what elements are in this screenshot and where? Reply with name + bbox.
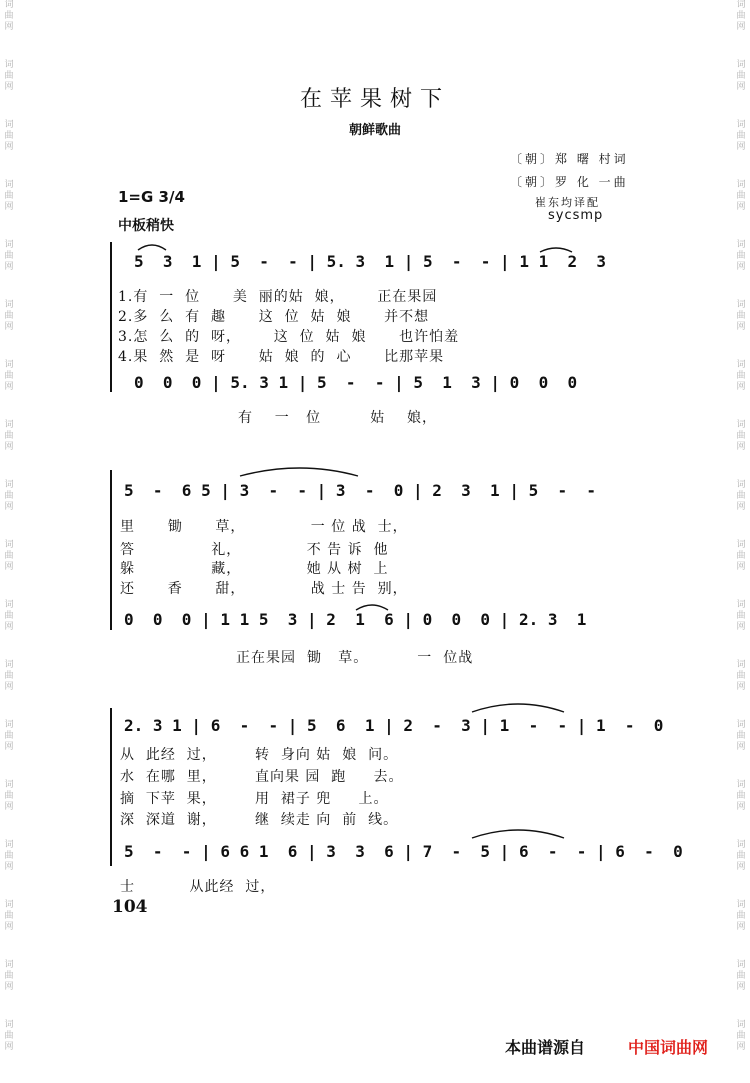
watermark-glyph: 词 (4, 360, 14, 370)
watermark-glyph: 曲 (4, 1031, 14, 1041)
watermark-glyph: 曲 (4, 731, 14, 741)
page-number: 104 (112, 897, 148, 917)
watermark-glyph: 曲 (736, 71, 746, 81)
watermark-glyph: 网 (736, 682, 746, 692)
tie-arc (356, 605, 388, 610)
watermark-glyph: 网 (736, 82, 746, 92)
tie-arc (472, 704, 564, 712)
system-3-verse-3: 摘 下苹 果， 用 裙子 兜 上。 (120, 791, 389, 807)
watermark-glyph: 网 (4, 322, 14, 332)
watermark-glyph: 曲 (4, 431, 14, 441)
footer-site-link[interactable]: 中国词曲网 (628, 1038, 709, 1057)
watermark-glyph: 词 (4, 840, 14, 850)
watermark-glyph: 词 (736, 0, 746, 10)
watermark-glyph: 曲 (4, 191, 14, 201)
translator-credit: 崔东均译配 (535, 196, 600, 209)
song-subtitle: 朝鲜歌曲 (348, 123, 401, 138)
watermark-glyph: 曲 (4, 791, 14, 801)
watermark-glyph: 曲 (736, 851, 746, 861)
system-2-verse-4: 还 香 甜， 战 士 告 别， (120, 581, 408, 597)
system-2-melody: 5 - 6 5 | 3 - - | 3 - 0 | 2 3 1 | 5 - - (124, 481, 597, 500)
watermark-glyph: 网 (736, 982, 746, 992)
watermark-glyph: 曲 (736, 551, 746, 561)
watermark-glyph: 曲 (4, 971, 14, 981)
system-2-harmony-lyric: 正在果园 锄 草。 一 位战 (236, 650, 474, 666)
watermark-glyph: 词 (4, 60, 14, 70)
watermark-glyph: 曲 (736, 371, 746, 381)
watermark-glyph: 词 (736, 600, 746, 610)
system-1-verse-2: 2.多 么 有 趣 这 位 姑 娘 并不想 (118, 309, 430, 325)
watermark-glyph: 网 (736, 442, 746, 452)
watermark-glyph: 网 (736, 862, 746, 872)
watermark-glyph: 曲 (736, 11, 746, 21)
watermark-glyph: 词 (4, 540, 14, 550)
watermark-glyph: 曲 (736, 731, 746, 741)
watermark-glyph: 网 (736, 802, 746, 812)
watermark-glyph: 曲 (4, 551, 14, 561)
watermark-glyph: 词 (736, 480, 746, 490)
watermark-glyph: 词 (4, 0, 14, 10)
watermark-glyph: 曲 (4, 131, 14, 141)
watermark-glyph: 词 (4, 1020, 14, 1030)
watermark-glyph: 曲 (736, 311, 746, 321)
watermark-glyph: 词 (4, 180, 14, 190)
watermark-glyph: 词 (4, 240, 14, 250)
system-1-melody: 5 3 1 | 5 - - | 5. 3 1 | 5 - - | 1 1 2 3 (134, 252, 607, 271)
lyricist-credit: 〔朝〕郑 曙 村词 (510, 152, 629, 166)
system-1-verse-1: 1.有 一 位 美 丽的姑 娘， 正在果园 (118, 289, 438, 305)
watermark-glyph: 网 (736, 922, 746, 932)
watermark-glyph: 词 (736, 900, 746, 910)
watermark-glyph: 网 (736, 22, 746, 32)
watermark-glyph: 词 (736, 1020, 746, 1030)
watermark-glyph: 曲 (736, 131, 746, 141)
watermark-glyph: 网 (4, 622, 14, 632)
key-signature: 1=G 3/4 (118, 188, 185, 206)
watermark-glyph: 词 (736, 360, 746, 370)
watermark-glyph: 曲 (736, 911, 746, 921)
watermark-glyph: 曲 (4, 371, 14, 381)
watermark-glyph: 曲 (4, 71, 14, 81)
watermark-glyph: 网 (736, 502, 746, 512)
watermark-glyph: 网 (4, 982, 14, 992)
watermark-glyph: 网 (4, 562, 14, 572)
system-2-verse-3: 躲 藏， 她 从 树 上 (120, 561, 389, 577)
watermark-glyph: 曲 (4, 671, 14, 681)
uploader-tag: sycsmp (548, 208, 604, 223)
watermark-glyph: 曲 (736, 491, 746, 501)
system-2-verse-1: 里 锄 草， 一 位 战 士， (120, 519, 408, 535)
watermark-glyph: 词 (736, 420, 746, 430)
watermark-glyph: 网 (4, 142, 14, 152)
song-title: 在苹果树下 (299, 87, 450, 112)
watermark-glyph: 网 (736, 742, 746, 752)
watermark-glyph: 网 (4, 682, 14, 692)
watermark-glyph: 网 (736, 142, 746, 152)
watermark-glyph: 网 (4, 742, 14, 752)
watermark-glyph: 网 (4, 1042, 14, 1052)
watermark-glyph: 词 (736, 660, 746, 670)
watermark-glyph: 曲 (4, 611, 14, 621)
watermark-glyph: 词 (4, 720, 14, 730)
watermark-glyph: 曲 (4, 911, 14, 921)
watermark-glyph: 曲 (736, 971, 746, 981)
watermark-glyph: 网 (4, 922, 14, 932)
system-3-harmony-lyric: 士 从此经 过， (120, 879, 276, 895)
watermark-glyph: 词 (736, 960, 746, 970)
watermark-glyph: 词 (4, 900, 14, 910)
system-3-verse-1: 从 此经 过， 转 身向 姑 娘 问。 (120, 747, 399, 763)
watermark-glyph: 曲 (736, 611, 746, 621)
watermark-glyph: 词 (4, 480, 14, 490)
watermark-glyph: 网 (736, 1042, 746, 1052)
watermark-glyph: 网 (4, 862, 14, 872)
watermark-glyph: 词 (736, 840, 746, 850)
watermark-glyph: 曲 (736, 1031, 746, 1041)
watermark-glyph: 词 (4, 600, 14, 610)
watermark-glyph: 曲 (736, 191, 746, 201)
watermark-glyph: 网 (736, 382, 746, 392)
watermark-glyph: 网 (4, 262, 14, 272)
watermark-glyph: 词 (736, 540, 746, 550)
watermark-glyph: 词 (4, 660, 14, 670)
tie-arc (240, 468, 358, 476)
watermark-glyph: 曲 (4, 851, 14, 861)
watermark-glyph: 曲 (736, 671, 746, 681)
watermark-glyph: 词 (4, 420, 14, 430)
watermark-glyph: 词 (4, 960, 14, 970)
watermark-glyph: 词 (736, 120, 746, 130)
system-2-verse-2: 答 礼， 不 告 诉 他 (120, 542, 389, 558)
watermark-glyph: 网 (736, 622, 746, 632)
watermark-glyph: 曲 (4, 491, 14, 501)
watermark-glyph: 曲 (4, 11, 14, 21)
watermark-glyph: 网 (4, 382, 14, 392)
system-3-melody: 2. 3 1 | 6 - - | 5 6 1 | 2 - 3 | 1 - - | 1 - 0 (124, 716, 664, 735)
system-1-harmony-lyric: 有 一 位 姑 娘， (238, 410, 438, 426)
footer-source-label: 本曲谱源自 (505, 1038, 586, 1057)
watermark-glyph: 曲 (736, 431, 746, 441)
system-1-verse-4: 4.果 然 是 呀 姑 娘 的 心 比那苹果 (118, 349, 445, 365)
watermark-glyph: 网 (736, 322, 746, 332)
watermark-glyph: 网 (736, 202, 746, 212)
tie-arc (472, 830, 564, 838)
watermark-glyph: 网 (736, 562, 746, 572)
watermark-glyph: 曲 (736, 251, 746, 261)
system-3-harmony: 5 - - | 6 6 1 6 | 3 3 6 | 7 - 5 | 6 - - | 6 - 0 (124, 842, 683, 861)
tie-arc (138, 245, 166, 250)
watermark-glyph: 曲 (4, 251, 14, 261)
watermark-glyph: 网 (4, 82, 14, 92)
system-1-verse-3: 3.怎 么 的 呀， 这 位 姑 娘 也许怕羞 (118, 329, 460, 345)
system-3-verse-4: 深 深道 谢， 继 续走 向 前 线。 (120, 812, 399, 828)
watermark-glyph: 词 (4, 300, 14, 310)
tie-arc (540, 248, 572, 252)
composer-credit: 〔朝〕罗 化 一曲 (510, 175, 629, 189)
watermark-glyph: 词 (736, 180, 746, 190)
watermark-glyph: 词 (736, 60, 746, 70)
watermark-glyph: 词 (736, 240, 746, 250)
watermark-glyph: 词 (736, 780, 746, 790)
system-2-harmony: 0 0 0 | 1 1 5 3 | 2 1 6 | 0 0 0 | 2. 3 1 (124, 610, 587, 629)
tempo-marking: 中板稍快 (118, 218, 174, 234)
watermark-glyph: 词 (4, 120, 14, 130)
watermark-glyph: 词 (736, 720, 746, 730)
watermark-glyph: 网 (4, 202, 14, 212)
watermark-glyph: 网 (4, 22, 14, 32)
watermark-glyph: 曲 (4, 311, 14, 321)
watermark-glyph: 曲 (736, 791, 746, 801)
watermark-glyph: 网 (4, 802, 14, 812)
system-3-verse-2: 水 在哪 里， 直向果 园 跑 去。 (120, 769, 404, 785)
watermark-glyph: 网 (736, 262, 746, 272)
system-1-harmony: 0 0 0 | 5. 3 1 | 5 - - | 5 1 3 | 0 0 0 (134, 373, 578, 392)
watermark-glyph: 网 (4, 502, 14, 512)
watermark-glyph: 网 (4, 442, 14, 452)
watermark-glyph: 词 (4, 780, 14, 790)
watermark-glyph: 词 (736, 300, 746, 310)
